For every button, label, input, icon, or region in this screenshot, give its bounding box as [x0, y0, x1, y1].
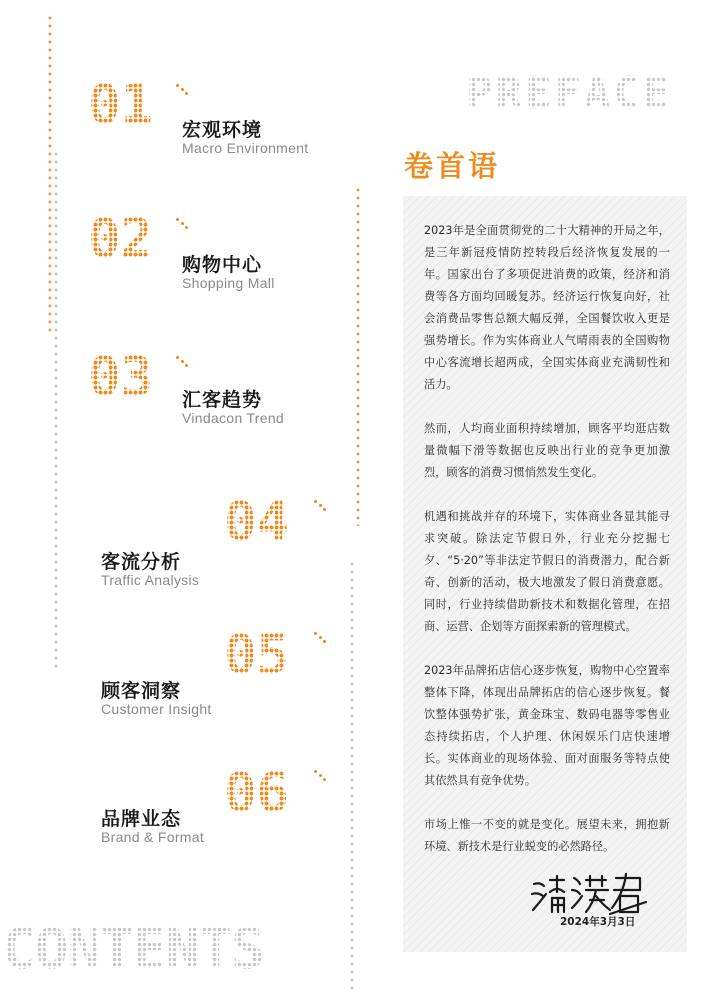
toc-subtitle: Shopping Mall [182, 275, 275, 291]
toc-number: 01 [88, 73, 154, 136]
handwritten-signature [530, 872, 648, 916]
preface-title: 卷首语 [404, 149, 501, 183]
signature-date: 2024年3月3日 [560, 916, 636, 928]
toc-subtitle: Traffic Analysis [101, 572, 200, 588]
toc-number: 02 [88, 207, 154, 270]
preface-heading: PREFACE [466, 68, 673, 119]
toc-title: 顾客洞察 [101, 680, 182, 702]
tick-mark-icon [176, 218, 190, 230]
preface-paragraph: 2023年品牌拓店信心逐步恢复，购物中心空置率整体下降，体现出品牌拓店的信心逐步恢复。餐饮整体强势扩张，黄金珠宝、数码电器等零售业态持续拓店，个人护理、休闲娱乐门店快速增长。实体商业的现场体验、面对面服务等特点使其依然具有竞争优势。 [424, 664, 670, 787]
toc-subtitle: Customer Insight [101, 701, 212, 717]
preface-paragraph: 机遇和挑战并存的环境下，实体商业各显其能寻求突破。除法定节假日外，行业充分挖掘七夕、“5·20”等非法定节假日的消费潜力，配合新奇、创新的活动，极大地激发了假日消费意愿。同时，行业持续借助新技术和数据化管理，在招商、运营、企划等方面探索新的管理模式。 [424, 510, 670, 633]
toc-number: 05 [224, 623, 290, 686]
toc-title: 品牌业态 [101, 808, 182, 830]
tick-mark-icon [314, 500, 328, 512]
preface-paragraph: 然而，人均商业面积持续增加，顾客平均逛店数量微幅下滑等数据也反映出行业的竞争更加激烈，顾客的消费习惯悄然发生变化。 [424, 422, 670, 479]
preface-paragraph: 市场上惟一不变的就是变化。展望未来，拥抱新环境、新技术是行业蜕变的必然路径。 [424, 818, 670, 853]
toc-subtitle: Macro Environment [182, 140, 309, 156]
middle-dotted-line-orange [356, 186, 360, 526]
preface-paragraph: 2023年是全面贯彻党的二十大精神的开局之年，是三年新冠疫情防控转段后经济恢复发展的一年。国家出台了多项促进消费的政策，经济和消费等各方面均回暖复苏。经济运行恢复向好，社会消费品零售总额大幅反弹，全国餐饮收入更是强势增长。作为实体商业人气晴雨表的全国购物中心客流增长超两成，全国实体商业充满韧性和活力。 [424, 224, 670, 391]
preface-body [424, 220, 670, 880]
tick-mark-icon [176, 356, 190, 368]
middle-dotted-line-gray [350, 560, 354, 990]
toc-title: 客流分析 [101, 551, 182, 573]
toc-title: 购物中心 [182, 254, 263, 276]
tick-mark-icon [176, 84, 190, 96]
toc-number: 06 [224, 761, 290, 824]
left-dotted-line-orange [48, 14, 52, 334]
left-dotted-line-gray [54, 150, 58, 670]
toc-title: 汇客趋势 [182, 389, 263, 411]
tick-mark-icon [314, 632, 328, 644]
contents-heading: CONTENTS [2, 917, 264, 982]
toc-subtitle: Vindacon Trend [182, 410, 285, 426]
toc-title: 宏观环境 [182, 119, 263, 141]
toc-subtitle: Brand & Format [101, 829, 205, 845]
toc-number: 04 [224, 490, 290, 553]
toc-number: 03 [88, 345, 154, 408]
tick-mark-icon [314, 770, 328, 782]
